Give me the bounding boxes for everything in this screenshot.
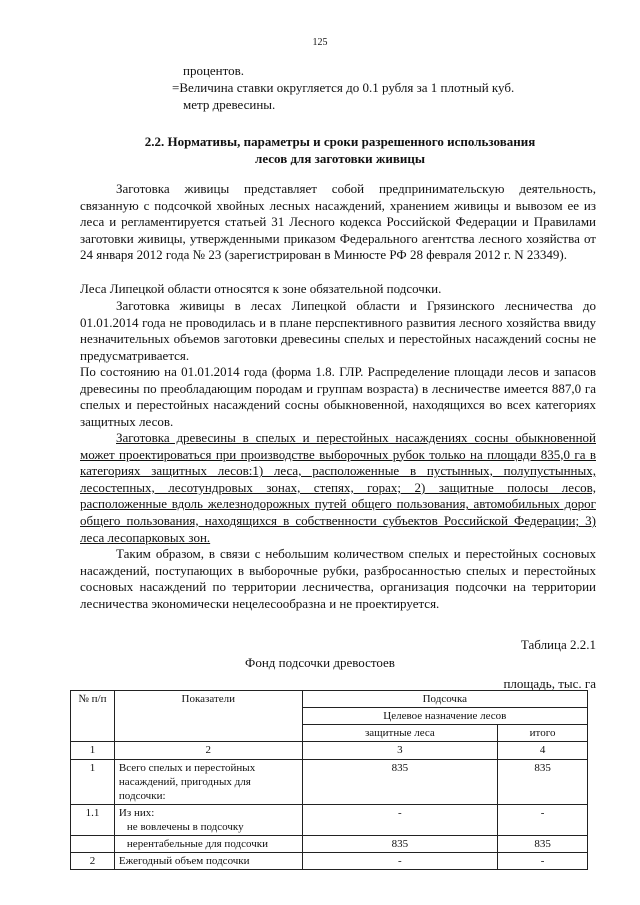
section-title-line1: 2.2. Нормативы, параметры и сроки разрешенного использования (144, 134, 536, 149)
continued-text-line: процентов. (183, 63, 245, 78)
col-number: 3 (302, 742, 498, 760)
col-number: 4 (498, 742, 588, 760)
row-total-value: - (498, 853, 588, 870)
paragraph-no-harvest: Заготовка живицы в лесах Липецкой области и Грязинского лесничества до 01.01.2014 года не проводилась и в плане перспективного развития лесного хозяйства ввиду незначительных объемов заготовки древесины спелых и перестойных насаждений сосны не предусматривается. (80, 298, 596, 363)
row-label-sub: не вовлечены в подсочку (126, 821, 244, 833)
row-total-value: 835 (498, 760, 588, 805)
paragraph-protective-categories: Заготовка древесины в спелых и перестойных насаждениях сосны обыкновенной может проектироваться при производстве выборочных рубок только на площади 835,0 га в категориях защитных лесов:1) леса, расположенные в пустынных, полупустынных, лесостепных, лесотундровых зонах, степях, горах; 2) защитные полосы лесов, расположенные вдоль железнодорожных путей общего пользования, автомобильных дорог общего пользования, находящихся в собственности субъектов Российской Федерации; 3) леса лесопарковых зон. (80, 430, 596, 545)
section-title-line2: лесов для заготовки живицы (255, 151, 425, 166)
header-purpose: Целевое назначение лесов (302, 708, 587, 725)
row-label (114, 805, 302, 836)
paragraph-conclusion: Таким образом, в связи с небольшим количеством спелых и перестойных сосновых насаждений, поступающих в выборочные рубки, разбросанностью спелых и перестойных сосновых насаждений по территории лесничества, организация подсочки на территории лесничества экономически нецелесообразна и не проектируется. (80, 546, 596, 611)
paragraph-resin-definition: Заготовка живицы представляет собой предпринимательскую деятельность, связанную с подсочкой хвойных лесных насаждений, хранением живицы и вывозом ее из леса и регламентируется статьей 31 Лесного кодекса Российской Федерации и Правилами заготовки живицы, утвержденными приказом Федерального агентства лесного хозяйства от 24 января 2012 года № 23 (зарегистрирован в Минюсте РФ 28 февраля 2012 г. N 23349). (80, 181, 596, 263)
tapping-fund-table (70, 690, 588, 870)
page-number: 125 (312, 37, 328, 48)
header-tapping: Подсочка (302, 691, 587, 708)
header-total: итого (498, 725, 588, 742)
row-num: 1 (71, 760, 115, 805)
table-row (71, 805, 588, 836)
col-number: 2 (114, 742, 302, 760)
header-num: № п/п (71, 691, 115, 742)
row-label: Всего спелых и перестойных насаждений, пригодных для подсочки: (114, 760, 302, 805)
table-title: Фонд подсочки древостоев (245, 655, 395, 670)
table-row (71, 836, 588, 853)
row-label: Ежегодный объем подсочки (114, 853, 302, 870)
row-protective-value: - (302, 853, 498, 870)
row-num: 2 (71, 853, 115, 870)
row-protective-value: - (302, 805, 498, 836)
col-number: 1 (71, 742, 115, 760)
row-num (71, 836, 115, 853)
table-number: Таблица 2.2.1 (520, 637, 596, 652)
row-num: 1.1 (71, 805, 115, 836)
row-label-group: Из них: (118, 807, 155, 819)
row-protective-value: 835 (302, 836, 498, 853)
table-unit: площадь, тыс. га (503, 676, 596, 691)
section-title (90, 133, 590, 167)
table-row (71, 853, 588, 870)
paragraph-forest-stock: По состоянию на 01.01.2014 года (форма 1.8. ГЛР. Распределение площади лесов и запасов древесины по преобладающим породам и группам возраста) в лесничестве имеется 887,0 га спелых и перестойных насаждений сосны обыкновенной, находящихся во всех категориях защитных лесов. (80, 364, 596, 429)
row-label: нерентабельные для подсочки (114, 836, 302, 853)
column-number-row (71, 742, 588, 760)
row-total-value: - (498, 805, 588, 836)
header-protective: защитные леса (302, 725, 498, 742)
row-protective-value: 835 (302, 760, 498, 805)
table-row (71, 760, 588, 805)
header-indicators: Показатели (114, 691, 302, 742)
row-total-value: 835 (498, 836, 588, 853)
rate-rounding-note: =Величина ставки округляется до 0.1 рубля за 1 плотный куб. (172, 80, 515, 95)
rate-rounding-note-cont: метр древесины. (183, 97, 276, 112)
paragraph-tapping-zone: Леса Липецкой области относятся к зоне обязательной подсочки. (80, 281, 442, 296)
